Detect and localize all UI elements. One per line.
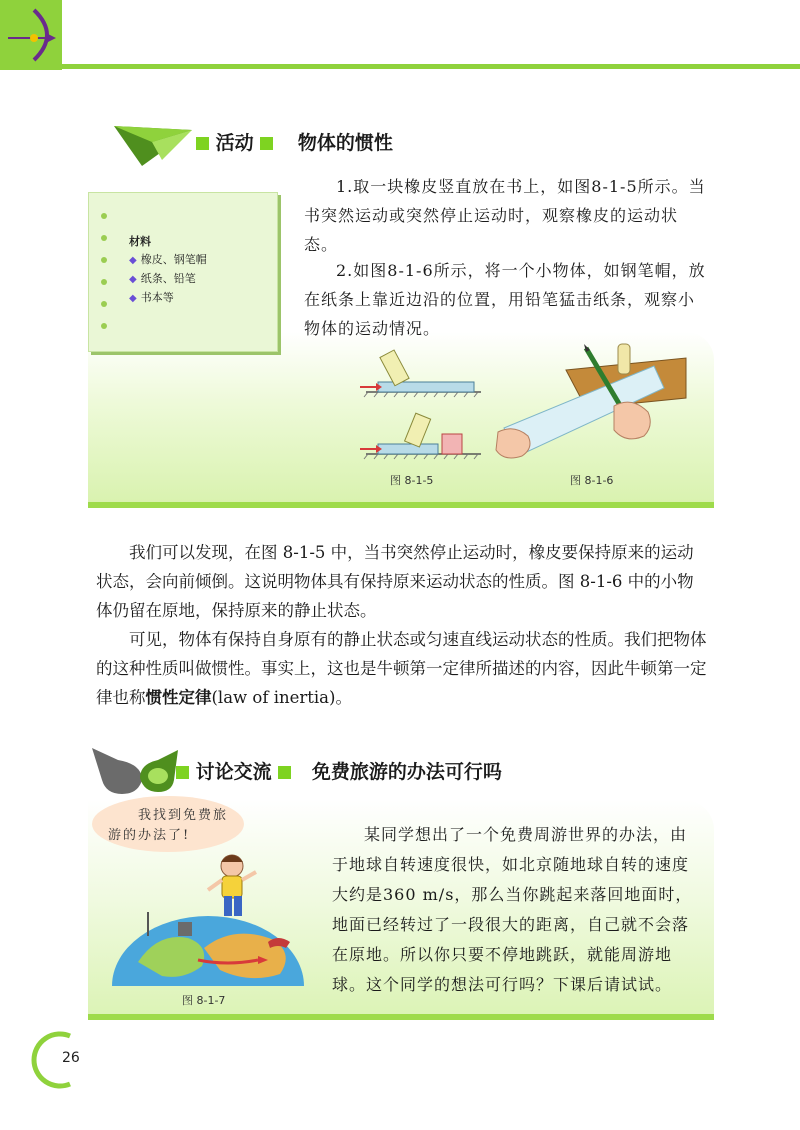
discussion-speech-bubbles-icon xyxy=(88,740,180,796)
diamond-bullet-icon: ◆ xyxy=(129,255,137,266)
activity-panel-rule xyxy=(88,502,714,508)
main-paragraph-1: 我们可以发现，在图 8-1-5 中，当书突然停止运动时，橡皮要保持原来的运动状态，会向前倾倒。这说明物体具有保持原来运动状态的性质。图 8-1-6 中的小物体仍留在原地，保持原来的静止状态。 xyxy=(96,543,694,620)
materials-item: ◆ 橡皮、钢笔帽 xyxy=(129,253,207,266)
discussion-text: 某同学想出了一个免费周游世界的办法，由于地球自转速度很快，如北京随地球自转的速度大约是360 m/s，那么当你跳起来落回地面时，地面已经转过了一段很大的距离，自己就不会落在原地。所以你只要不停地跳跃，就能周游地球。这个同学的想法可行吗？下课后请试试。 xyxy=(332,825,693,994)
bow-arrow-icon xyxy=(4,6,62,64)
diamond-bullet-icon: ◆ xyxy=(129,293,137,304)
materials-heading: 材料 xyxy=(129,235,151,248)
binder-dot-icon xyxy=(101,213,107,219)
discussion-tag: 讨论交流 xyxy=(195,761,272,783)
discussion-title: 免费旅游的办法可行吗 xyxy=(311,761,502,783)
activity-header xyxy=(196,128,393,155)
page-number-badge-icon xyxy=(30,1030,90,1090)
main-paragraph-2: 可见，物体有保持自身原有的静止状态或匀速直线运动状态的性质。我们把物体的这种性质叫做惯性。事实上，这也是牛顿第一定律所描述的内容，因此牛顿第一定律也称惯性定律(law of inertia)。 xyxy=(96,630,707,707)
materials-card xyxy=(88,192,278,352)
key-term: 惯性定律 xyxy=(145,688,212,707)
header-rule xyxy=(62,64,800,69)
square-bullet-icon xyxy=(260,137,273,150)
activity-step-2: 2.如图8-1-6所示，将一个小物体，如钢笔帽，放在纸条上靠近边沿的位置，用铅笔猛击纸条，观察小物体的运动情况。 xyxy=(304,261,706,338)
page-number: 26 xyxy=(62,1050,80,1066)
square-bullet-icon xyxy=(196,137,209,150)
diamond-bullet-icon: ◆ xyxy=(129,274,137,285)
binder-dot-icon xyxy=(101,301,107,307)
figure-8-1-6-caption: 图 8-1-6 xyxy=(570,474,614,487)
binder-dot-icon xyxy=(101,235,107,241)
activity-tag: 活动 xyxy=(215,132,254,154)
activity-step-1: 1.取一块橡皮竖直放在书上，如图8-1-5所示。当书突然运动或突然停止运动时，观察橡皮的运动状态。 xyxy=(304,177,706,254)
paper-plane-icon xyxy=(112,120,194,168)
materials-item: ◆ 纸条、铅笔 xyxy=(129,272,196,285)
figure-8-1-7-caption: 图 8-1-7 xyxy=(182,994,226,1007)
binder-dot-icon xyxy=(101,279,107,285)
binder-dot-icon xyxy=(101,257,107,263)
speech-bubble-text: 我找到免费旅游的办法了! xyxy=(108,808,229,843)
figure-8-1-5-caption: 图 8-1-5 xyxy=(390,474,434,487)
square-bullet-icon xyxy=(278,766,291,779)
activity-title: 物体的惯性 xyxy=(297,132,393,154)
figure-8-1-5-illustration xyxy=(356,342,486,470)
figure-8-1-6-illustration xyxy=(494,336,690,466)
figure-8-1-7-illustration xyxy=(108,852,308,986)
discussion-panel-rule xyxy=(88,1014,714,1020)
square-bullet-icon xyxy=(176,766,189,779)
binder-dot-icon xyxy=(101,323,107,329)
materials-item: ◆ 书本等 xyxy=(129,291,174,304)
discussion-header xyxy=(176,757,502,784)
